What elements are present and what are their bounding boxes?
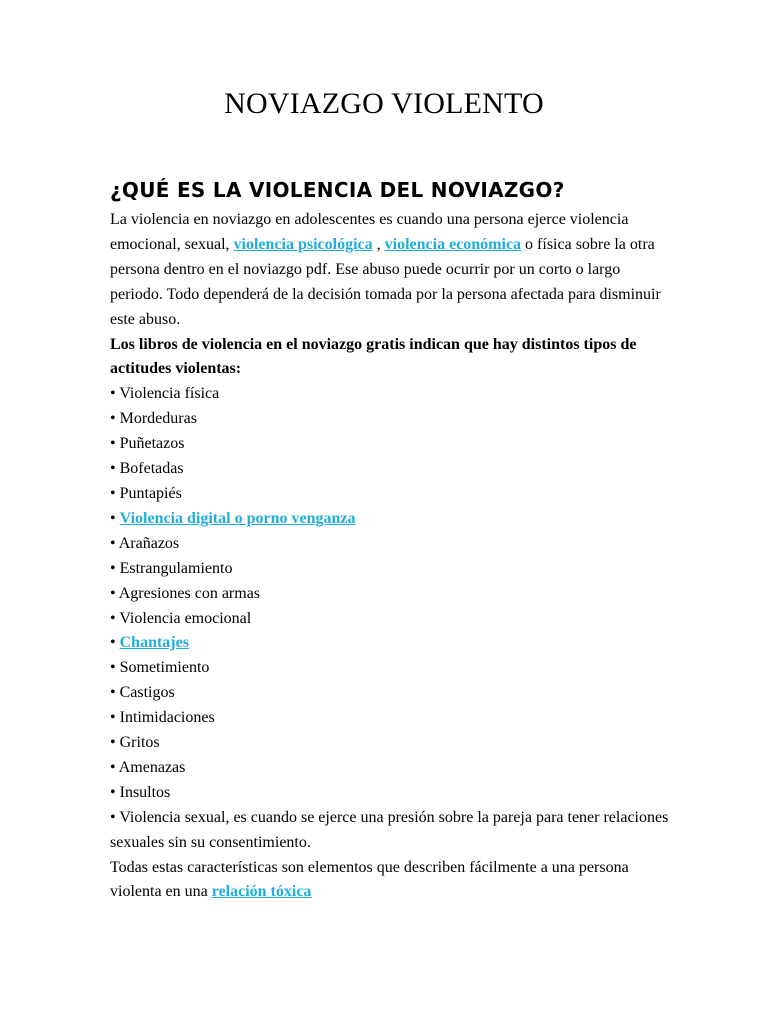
violence-types-list	[110, 382, 670, 855]
list-item-text: Bofetadas	[119, 460, 184, 478]
list-item-text: Arañazos	[118, 534, 180, 552]
list-item	[110, 681, 670, 706]
intro-text-separator: ,	[372, 235, 385, 253]
list-item	[110, 432, 670, 457]
intro-text-end: o física sobre la otra persona dentro en el noviazgo pdf. Ese abuso puede ocurrir por un corto o largo periodo. Todo dependerá de la decisión tomada por la persona afectada para disminuir este abuso.	[110, 235, 661, 328]
list-item-text: Amenazas	[118, 758, 186, 776]
list-item	[110, 781, 670, 806]
list-item-link	[110, 631, 670, 656]
bullet-icon: •	[110, 534, 116, 552]
list-item-text: Castigos	[119, 684, 175, 702]
bullet-icon: •	[110, 509, 116, 527]
list-item-text: Mordeduras	[119, 410, 197, 428]
list-item-text: Gritos	[119, 734, 160, 752]
list-item	[110, 532, 670, 557]
list-item-text: Estrangulamiento	[119, 559, 233, 577]
list-item-text: Agresiones con armas	[118, 584, 261, 602]
document-body	[110, 208, 670, 905]
closing-paragraph	[110, 856, 670, 906]
list-item	[110, 656, 670, 681]
list-item-text: Puntapiés	[119, 484, 182, 502]
link-violencia-psicologica[interactable]: violencia psicológica	[233, 235, 373, 253]
bullet-icon: •	[110, 734, 116, 752]
types-intro-paragraph: Los libros de violencia en el noviazgo gratis indican que hay distintos tipos de actitudes violentas:	[110, 335, 637, 378]
list-item	[110, 756, 670, 781]
bullet-icon: •	[110, 684, 116, 702]
intro-text-start: La violencia en noviazgo en adolescentes es cuando una persona ejerce violencia emocional, sexual,	[110, 211, 629, 253]
list-item-text: Violencia física	[119, 385, 220, 403]
list-item-link	[110, 507, 670, 532]
bullet-icon: •	[110, 709, 116, 727]
bullet-icon: •	[110, 484, 116, 502]
list-item-text: Sometimiento	[119, 659, 210, 677]
list-item	[110, 731, 670, 756]
bullet-icon: •	[110, 410, 116, 428]
list-item	[110, 457, 670, 482]
document-title: NOVIAZGO VIOLENTO	[224, 87, 544, 120]
bullet-icon: •	[110, 634, 116, 652]
list-item	[110, 407, 670, 432]
list-item	[110, 382, 670, 407]
list-item-text: Violencia sexual, es cuando se ejerce una presión sobre la pareja para tener relaciones sexuales sin su consentimiento.	[110, 808, 669, 851]
bullet-icon: •	[110, 758, 116, 776]
list-item	[110, 557, 670, 582]
list-item	[110, 607, 670, 632]
list-item	[110, 806, 670, 856]
bullet-icon: •	[110, 659, 116, 677]
list-item-text: Puñetazos	[119, 435, 185, 453]
list-item	[110, 582, 670, 607]
closing-text: Todas estas características son elementos que describen fácilmente a una persona violenta en una	[110, 858, 629, 901]
section-heading: ¿QUÉ ES LA VIOLENCIA DEL NOVIAZGO?	[110, 178, 565, 202]
list-item-link-text[interactable]: Violencia digital o porno venganza	[119, 509, 356, 527]
list-item-text: Insultos	[119, 783, 171, 801]
link-relacion-toxica[interactable]: relación tóxica	[211, 883, 312, 901]
list-item	[110, 706, 670, 731]
bullet-icon: •	[110, 584, 116, 602]
list-item-text: Violencia emocional	[119, 609, 252, 627]
link-violencia-economica[interactable]: violencia económica	[384, 235, 522, 253]
list-item-link-text[interactable]: Chantajes	[119, 634, 189, 652]
bullet-icon: •	[110, 808, 116, 826]
intro-paragraph	[110, 208, 670, 333]
list-item-text: Intimidaciones	[119, 709, 215, 727]
bullet-icon: •	[110, 460, 116, 478]
bullet-icon: •	[110, 435, 116, 453]
bullet-icon: •	[110, 385, 116, 403]
bullet-icon: •	[110, 559, 116, 577]
bullet-icon: •	[110, 609, 116, 627]
bullet-icon: •	[110, 783, 116, 801]
list-item	[110, 482, 670, 507]
